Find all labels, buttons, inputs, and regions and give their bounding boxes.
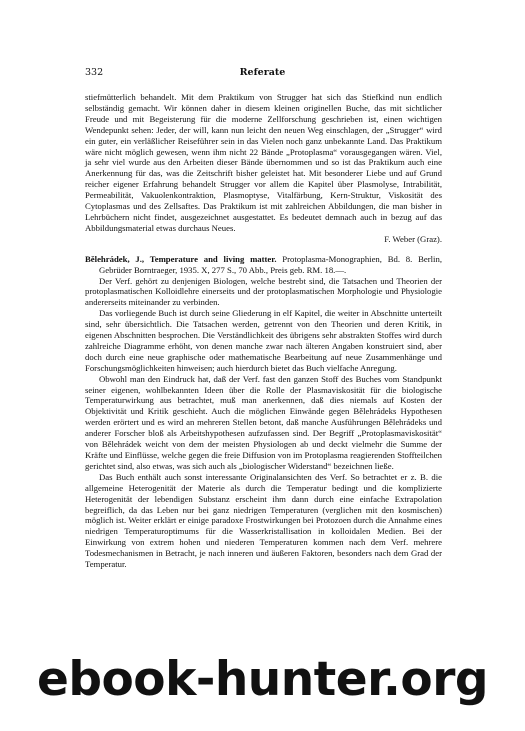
paragraph-continuation: stiefmütterlich behandelt. Mit dem Praktikum von Strugger hat sich das Stiefkind nun endlich selbständig gemacht. Wir können daher in diesem kleinen originellen Buche, das mit sichtlicher Freude und mit Begeisterung für die moderne Zellforschung geschrieben ist, einen wichtigen Wendepunkt sehen: Jeder, der will, kann nun leicht den neuen Weg einschlagen, der „Strugger“ wird ein guter, ein verläßlicher Reiseführer sein in das Vielen noch ganz unbekannte Land. Das Praktikum wäre nicht möglich gewesen, wenn ihm nicht 22 Bände „Protoplasma“ vorausgegangen wären. Viel, ja sehr viel wurde aus den Arbeiten dieser Bände übernommen und so ist das Praktikum auch eine Anerkennung für das, was die Zeitschrift bisher geleistet hat. Mit besonderer Liebe und auf Grund reicher eigener Erfahrung behandelt Strugger vor allem die Kapitel über Plasmolyse, Intrabilität, Permeabilität, Vakuolenkontraktion, Plasmoptyse, Vitalfärbung, Kern-Struktur, Viskosität des Cytoplasmas und des Zellsaftes. Das Praktikum ist mit zahlreichen Abbildungen, die man bisher in Lehrbüchern nicht findet, ausgezeichnet ausgestattet. Es bedeutet demnach auch in bezug auf das Abbildungsmaterial etwas durchaus Neues. — [85, 92, 442, 233]
watermark: ebook-hunter.org — [36, 652, 489, 707]
paragraph: Der Verf. gehört zu denjenigen Biologen, welche bestrebt sind, die Tatsachen und Theorien der protoplasmatischen Kolloidlehre einerseits und der protoplasmatischen Morphologie und Physiologie andererseits miteinander zu verbinden. — [85, 275, 442, 308]
paragraph: Das vorliegende Buch ist durch seine Gliederung in elf Kapitel, die weiter in Abschnitte unterteilt sind, sehr übersichtlich. Die Tatsachen werden, getrennt von den Theorien und deren Kritik, in eigenen Abschnitten besprochen. Die Verständlichkeit des übrigens sehr abstrakten Stoffes wird durch zahlreiche Diagramme erhöht, von denen manche zwar nach älteren Angaben konstruiert sind, aber doch durch eine neue graphische oder mathematische Bearbeitung auf neue Zusammenhänge und Forschungsmöglichkeiten hinweisen; auch hierdurch bietet das Buch vielfache Anregung. — [85, 308, 442, 373]
header-title: Referate — [239, 67, 286, 78]
running-head — [85, 67, 440, 81]
review-title: Bělehrádek, J., Temperature and living matter. — [85, 253, 277, 264]
paragraph: Das Buch enthält auch sonst interessante Originalansichten des Verf. So betrachtet er z. B. die allgemeine Heterogenität der Materie als durch die Temperatur bedingt und die komplizierte Heterogenität der lebendigen Substanz erscheint ihm dann durch eine einfache Extrapolation begreiflich, da das Leben nur bei ganz niedrigen Temperaturen (verglichen mit den kosmischen) möglich ist. Weiter erklärt er einige paradoxe Frostwirkungen bei Protozoen durch die Annahme eines niedrigen Temperaturoptimums für die Wasserkristallisation in kolloidalen Medien. Bei der Einwirkung von extrem hohen und niederen Temperaturen kommen nach dem Verf. mehrere Todesmechanismen in Betracht, je nach inneren und äußeren Faktoren, besonders nach dem Grad der Temperatur. — [85, 471, 442, 570]
body-text — [85, 92, 442, 570]
paragraph: Obwohl man den Eindruck hat, daß der Verf. fast den ganzen Stoff des Buches vom Standpunkt seiner eigenen, wohlbekannten Ideen über die Rolle der Plasmaviskosität für die biologische Temperaturwirkung aus betrachtet, muß man anerkennen, daß dies niemals auf Kosten der Objektivität und Kritik geschieht. Auch die möglichen Einwände gegen Bělehrádeks Hypothesen werden erörtert und es wird an mehreren Stellen betont, daß manche Ausführungen Bělehrádeks und anderer Forscher bloß als Arbeitshypothesen aufzufassen sind. Der Begriff „Protoplasmaviskosität“ von Bělehrádek weicht von dem der meisten Physiologen ab und deckt vielmehr die Summe der Kräfte und Einflüsse, welche gegen die freie Diffusion von im Protoplasma reagierenden Stoffteilchen gerichtet sind, also etwas, was sich auch als „biologischer Widerstand“ bezeichnen ließe. — [85, 373, 442, 471]
page-number: 332 — [85, 67, 104, 78]
review-citation: Protoplasma-Monographien, Bd. 8. Berlin, Gebrüder Borntraeger, 1935. X, 277 S., 70 Abb., Preis geb. RM. 18.—. — [99, 253, 442, 275]
reviewer-signature: F. Weber (Graz). — [384, 233, 442, 244]
review-heading — [85, 254, 442, 276]
